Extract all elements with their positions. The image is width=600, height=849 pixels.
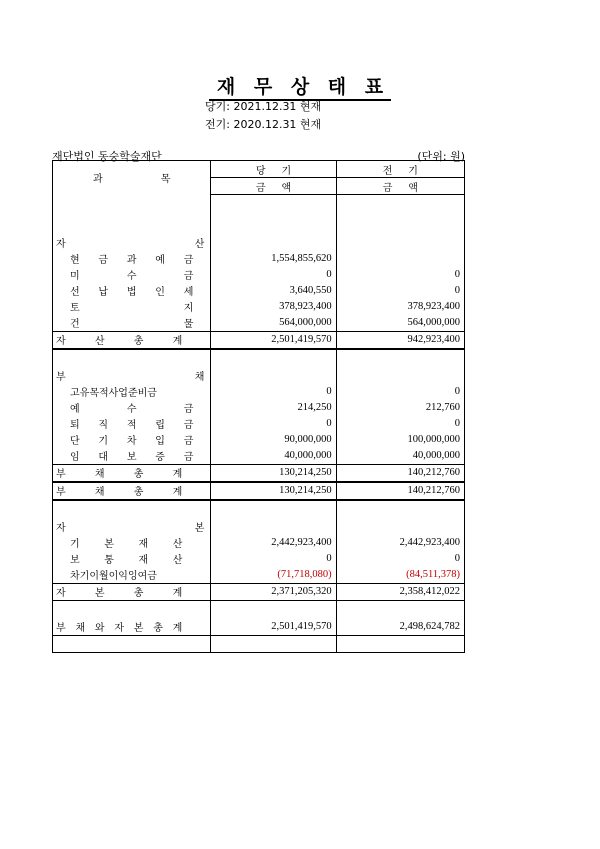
prior-amount-header: 금 액	[336, 178, 464, 195]
account-header: 과 목	[53, 161, 211, 195]
table-row: 선 납 법 인 세 3,640,550 0	[53, 283, 465, 299]
table-row: 건 물 564,000,000 564,000,000	[53, 315, 465, 332]
table-row: 기 본 재 산 2,442,923,400 2,442,923,400	[53, 535, 465, 551]
equity-heading: 자 본	[53, 519, 211, 535]
liabilities-total-row: 부 채 총 계 130,214,250 140,212,760	[53, 482, 465, 500]
balance-sheet-table	[52, 160, 465, 653]
organization-name: 재단법인 동숭학술재단	[52, 150, 162, 163]
current-amount-header: 금 액	[211, 178, 336, 195]
document-title: 재 무 상 태 표	[0, 72, 600, 99]
liabilities-subtotal-row: 부 채 총 계 130,214,250 140,212,760	[53, 464, 465, 482]
prior-period-header: 전 기	[336, 161, 464, 178]
table-row: 토 지 378,923,400 378,923,400	[53, 299, 465, 315]
liabilities-heading-row	[53, 368, 465, 384]
assets-heading-row	[53, 235, 465, 251]
assets-heading: 자 산	[53, 235, 211, 251]
table-row: 미 수 금 0 0	[53, 267, 465, 283]
table-row: 보 통 재 산 0 0	[53, 551, 465, 567]
current-period-date: 당기: 2021.12.31 현재	[205, 100, 322, 113]
table-row: 현 금 과 예 금 1,554,855,620	[53, 251, 465, 267]
current-period-header: 당 기	[211, 161, 336, 178]
liabilities-heading: 부 채	[53, 368, 211, 384]
equity-heading-row	[53, 519, 465, 535]
equity-total-row: 자 본 총 계 2,371,205,320 2,358,412,022	[53, 583, 465, 600]
table-row: 고유목적사업준비금 0 0	[53, 384, 465, 400]
assets-total-row: 자 산 총 계 2,501,419,570 942,923,400	[53, 331, 465, 349]
prior-period-date: 전기: 2020.12.31 현재	[205, 118, 322, 131]
table-row: 임 대 보 증 금 40,000,000 40,000,000	[53, 448, 465, 465]
unit-label: (단위: 원)	[417, 150, 465, 163]
header-row	[53, 161, 465, 178]
grand-total-row: 부 채 와 자 본 총 계 2,501,419,570 2,498,624,782	[53, 619, 465, 636]
table-row: 예 수 금 214,250 212,760	[53, 400, 465, 416]
table-row: 단 기 차 입 금 90,000,000 100,000,000	[53, 432, 465, 448]
table-row: 퇴 직 적 립 금 0 0	[53, 416, 465, 432]
table-row: 차기이월이익잉여금 (71,718,080) (84,511,378)	[53, 567, 465, 584]
